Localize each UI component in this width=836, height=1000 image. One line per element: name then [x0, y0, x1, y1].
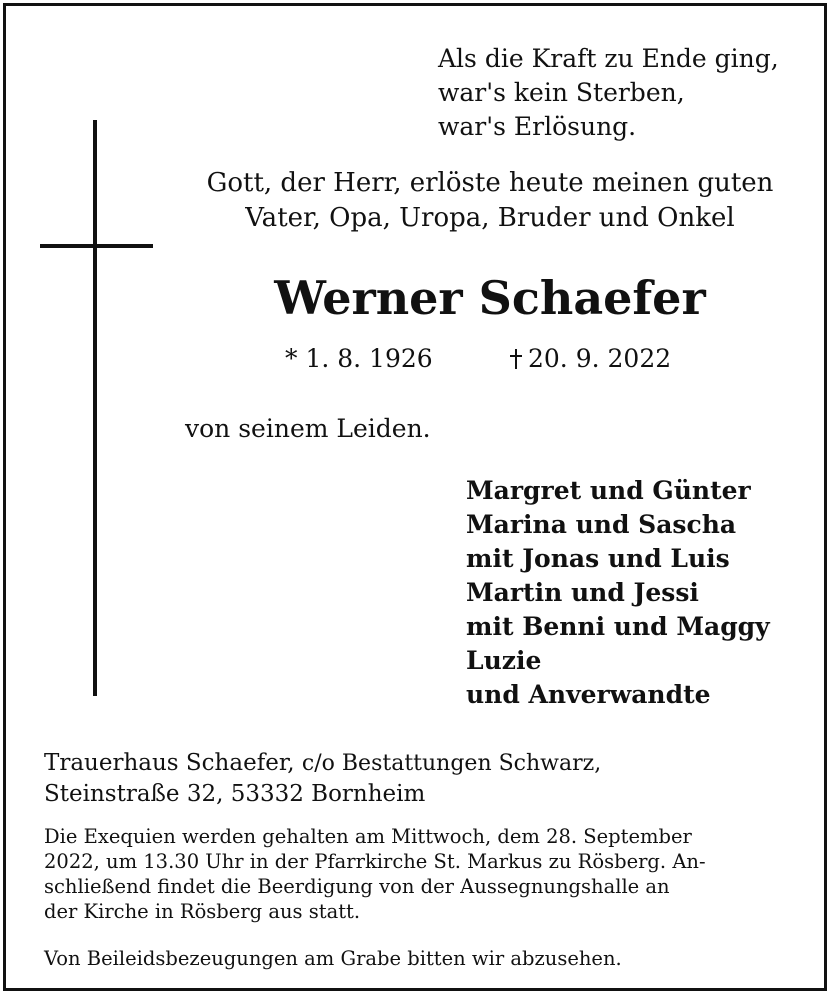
cross-icon-horizontal-bar — [40, 244, 153, 248]
mourning-house-street: Steinstraße 32, 53332 Bornheim — [44, 781, 426, 807]
cross-icon-vertical-bar — [93, 120, 97, 696]
motto-line: war's kein Sterben, — [438, 78, 685, 107]
mourners-list — [466, 474, 770, 712]
service-line: Die Exequien werden gehalten am Mittwoch, dem 28. September — [44, 825, 692, 848]
mourning-house-address — [44, 748, 601, 810]
mourner-line: Luzie — [466, 646, 542, 675]
condolence-note: Von Beileidsbezeugungen am Grabe bitten wir abzusehen. — [44, 947, 622, 970]
mourner-line: mit Benni und Maggy — [466, 612, 770, 641]
service-info — [44, 824, 796, 924]
birth-date: * 1. 8. 1926 — [285, 344, 433, 373]
mourner-line: Marina und Sascha — [466, 510, 737, 539]
service-line: 2022, um 13.30 Uhr in der Pfarrkirche St. Markus zu Rösberg. An- — [44, 850, 706, 873]
service-line: schließend findet die Beerdigung von der Aussegnungshalle an — [44, 875, 670, 898]
mourning-house-care-of: c/o Bestattungen Schwarz, — [301, 751, 602, 776]
mourner-line: und Anverwandte — [466, 680, 711, 709]
motto-verse — [438, 42, 779, 144]
deceased-name: Werner Schaefer — [274, 271, 706, 325]
mourner-line: Martin und Jessi — [466, 578, 699, 607]
death-cross-icon — [510, 349, 522, 369]
intro-line: Vater, Opa, Uropa, Bruder und Onkel — [245, 203, 735, 233]
motto-line: war's Erlösung. — [438, 112, 637, 141]
mourning-house-name: Trauerhaus Schaefer, — [44, 750, 295, 776]
mourning-house-line — [44, 748, 601, 779]
mourner-line: mit Jonas und Luis — [466, 544, 730, 573]
death-date: 20. 9. 2022 — [528, 344, 672, 373]
announcement-closing: von seinem Leiden. — [185, 414, 431, 443]
announcement-intro — [180, 166, 800, 236]
motto-line: Als die Kraft zu Ende ging, — [438, 44, 779, 73]
mourner-line: Margret und Günter — [466, 476, 751, 505]
service-line: der Kirche in Rösberg aus statt. — [44, 900, 361, 923]
death-date-block — [510, 342, 671, 376]
intro-line: Gott, der Herr, erlöste heute meinen guten — [206, 168, 774, 198]
